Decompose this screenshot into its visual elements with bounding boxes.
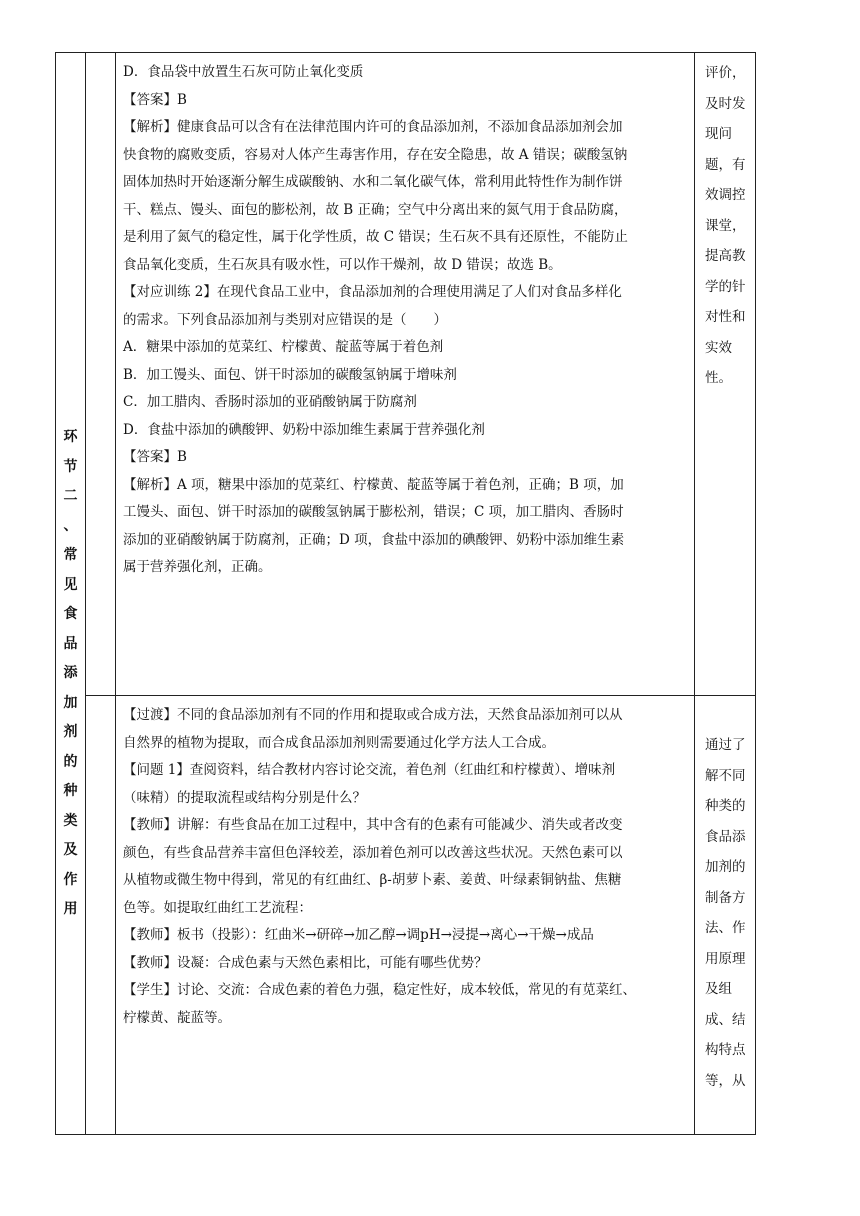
text-line: D．食品袋中放置生石灰可防止氧化变质: [123, 64, 364, 80]
text-line: 色等。如提取红曲红工艺流程：: [123, 899, 312, 916]
text-line: 柠檬黄、靛蓝等。: [123, 1009, 231, 1026]
text-line: （味精）的提取流程或结构分别是什么？: [123, 789, 366, 806]
text-line: 【教师】讲解：有些食品在加工过程中，其中含有的色素有可能减少、消失或者改变: [123, 817, 623, 833]
side-note-line: 及组: [705, 981, 732, 997]
side-note-line: 用原理: [705, 950, 746, 967]
column-divider: [115, 53, 116, 1134]
section-label-char: 常: [63, 547, 78, 563]
upper-side-notes: [705, 58, 755, 394]
section-label-char: 种: [63, 783, 78, 799]
text-line: 干、糕点、馒头、面包的膨松剂，故 B 正确；空气中分离出来的氮气用于食品防腐，: [123, 201, 628, 218]
side-note-line: 食品添: [705, 828, 746, 845]
text-line: B．加工馒头、面包、饼干时添加的碳酸氢钠属于增味剂: [123, 366, 457, 383]
column-divider: [694, 53, 695, 1134]
text-line: 的需求。下列食品添加剂与类别对应错误的是（ ）: [123, 311, 447, 328]
text-line: 工馒头、面包、饼干时添加的碳酸氢钠属于膨松剂，错误；C 项，加工腊肉、香肠时: [123, 504, 624, 520]
side-note-line: 通过了: [705, 737, 746, 753]
text-line: 【答案】B: [123, 449, 187, 465]
section-label-char: 环: [63, 429, 78, 445]
section-label-char: 节: [63, 458, 78, 475]
text-line: 是利用了氮气的稳定性，属于化学性质，故 C 错误；生石灰不具有还原性，不能防止: [123, 229, 628, 245]
section-label-char: 加: [63, 694, 78, 711]
section-label-char: 及: [63, 842, 78, 858]
text-line: 自然界的植物为提取，而合成食品添加剂则需要通过化学方法人工合成。: [123, 734, 555, 751]
text-line: 【对应训练 2】在现代食品工业中，食品添加剂的合理使用满足了人们对食品多样化: [123, 284, 622, 300]
side-note-line: 成、结: [705, 1011, 746, 1028]
side-note-line: 现问: [705, 126, 732, 142]
text-line: 【答案】B: [123, 91, 187, 108]
section-label-char: 剂: [63, 724, 78, 740]
upper-content: [123, 59, 693, 582]
text-line: 颜色，有些食品营养丰富但色泽较差，添加着色剂可以改善这些状况。天然色素可以: [123, 844, 623, 861]
side-note-line: 学的针: [705, 278, 746, 295]
section-label-char: 品: [63, 635, 78, 652]
text-line: 快食物的腐败变质，容易对人体产生毒害作用，存在安全隐患，故 A 错误；碳酸氢钠: [123, 146, 628, 163]
text-line: 【解析】健康食品可以含有在法律范围内许可的食品添加剂，不添加食品添加剂会加: [123, 119, 623, 135]
side-note-line: 题，有: [705, 156, 746, 173]
section-label-char: 类: [63, 812, 78, 829]
side-note-line: 及时发: [705, 95, 746, 112]
text-line: D．食盐中添加的碘酸钾、奶粉中添加维生素属于营养强化剂: [123, 421, 485, 438]
side-note-line: 提高教: [705, 248, 746, 264]
side-note-line: 解不同: [705, 767, 746, 784]
lesson-table: [55, 52, 756, 1135]
side-note-line: 法、作: [705, 920, 746, 936]
column-divider: [85, 53, 86, 1134]
text-line: 食品氧化变质，生石灰具有吸水性，可以作干燥剂，故 D 错误；故选 B。: [123, 256, 562, 273]
side-note-line: 种类的: [705, 798, 746, 814]
side-note-line: 课堂，: [705, 217, 746, 234]
text-line: 固体加热时开始逐渐分解生成碳酸钠、水和二氧化碳气体，常利用此特性作为制作饼: [123, 174, 623, 190]
side-note-line: 效调控: [705, 187, 746, 203]
side-note-line: 等，从: [705, 1072, 746, 1089]
lower-content: [123, 702, 693, 1032]
side-note-line: 评价，: [705, 65, 746, 81]
side-note-line: 性。: [705, 370, 732, 386]
text-line: 属于营养强化剂，正确。: [123, 559, 272, 575]
text-line: C．加工腊肉、香肠时添加的亚硝酸钠属于防腐剂: [123, 394, 417, 410]
section-label-char: 、: [63, 517, 78, 534]
text-line: 【解析】A 项，糖果中添加的苋菜红、柠檬黄、靛蓝等属于着色剂，正确；B 项，加: [123, 476, 624, 493]
section-label-char: 食: [63, 606, 78, 622]
text-line: 添加的亚硝酸钠属于防腐剂，正确；D 项，食盐中添加的碘酸钾、奶粉中添加维生素: [123, 531, 625, 548]
section-label-char: 作: [63, 871, 78, 888]
text-line: 【问题 1】查阅资料，结合教材内容讨论交流，着色剂（红曲红和柠檬黄）、增味剂: [123, 762, 616, 778]
section-label-char: 添: [63, 665, 78, 681]
text-line: 【教师】板书（投影）：红曲米→研碎→加乙醇→调pH→浸提→离心→干燥→成品: [123, 927, 594, 943]
row-divider: [85, 695, 756, 696]
side-note-line: 加剂的: [705, 859, 746, 875]
text-line: 【过渡】不同的食品添加剂有不同的作用和提取或合成方法，天然食品添加剂可以从: [123, 707, 623, 723]
side-note-line: 构特点: [705, 1042, 746, 1058]
section-label-char: 二: [63, 488, 78, 504]
side-note-line: 实效: [705, 339, 732, 356]
text-line: 【教师】设凝：合成色素与天然色素相比，可能有哪些优势？: [123, 954, 488, 971]
text-line: A．糖果中添加的苋菜红、柠檬黄、靛蓝等属于着色剂: [123, 339, 444, 355]
lower-side-notes: [705, 730, 755, 1096]
side-note-line: 制备方: [705, 889, 746, 906]
section-label-char: 见: [63, 576, 78, 593]
text-line: 从植物或微生物中得到，常见的有红曲红、β-胡萝卜素、姜黄、叶绿素铜钠盐、焦糖: [123, 872, 622, 888]
text-line: 【学生】讨论、交流：合成色素的着色力强，稳定性好，成本较低，常见的有苋菜红、: [123, 982, 636, 998]
section-label-char: 的: [63, 753, 78, 770]
section-label: [56, 423, 85, 925]
side-note-line: 对性和: [705, 309, 746, 325]
section-label-char: 用: [63, 901, 78, 917]
